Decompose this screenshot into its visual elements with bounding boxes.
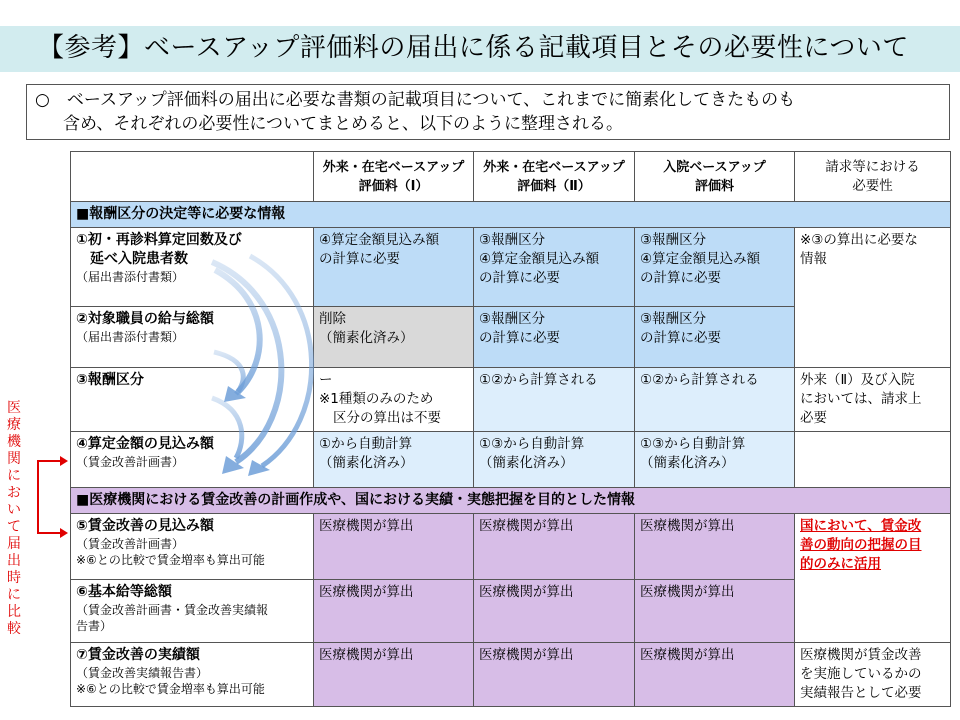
requirements-table — [70, 151, 951, 707]
row-label-5: ⑤賃金改善の見込み額 （賃金改善計画書） ※⑥との比較で賃金増率も算出可能 — [71, 514, 314, 580]
header-col-necessity: 請求等における 必要性 — [795, 152, 951, 202]
table-header-row — [71, 152, 951, 202]
row-label-7: ⑦賃金改善の実績額 （賃金改善実績報告書） ※⑥との比較で賃金増率も算出可能 — [71, 643, 314, 707]
page-title: 【参考】ベースアップ評価料の届出に係る記載項目とその必要性について — [38, 33, 909, 63]
cell-r7-c1: 医療機関が算出 — [314, 643, 474, 707]
row-label-3: ③報酬区分 — [71, 368, 314, 432]
cell-r6-c2: 医療機関が算出 — [474, 580, 635, 643]
intro-box — [26, 84, 950, 140]
header-col-outpatient-1: 外来・在宅ベースアップ 評価料（Ⅰ） — [314, 152, 474, 202]
intro-line-2: 含め、それぞれの必要性についてまとめると、以下のように整理される。 — [63, 114, 623, 134]
cell-r4-c2: ①③から自動計算 （簡素化済み） — [474, 432, 635, 488]
cell-r7-c3: 医療機関が算出 — [635, 643, 795, 707]
cell-r1-c2: ③報酬区分 ④算定金額見込み額 の計算に必要 — [474, 228, 635, 307]
cell-r1-c3: ③報酬区分 ④算定金額見込み額 の計算に必要 — [635, 228, 795, 307]
cell-r4-c3: ①③から自動計算 （簡素化済み） — [635, 432, 795, 488]
cell-r6-c3: 医療機関が算出 — [635, 580, 795, 643]
cell-r5-c3: 医療機関が算出 — [635, 514, 795, 580]
row-label-1: ①初・再診料算定回数及び 延べ入院患者数 （届出書添付書類） — [71, 228, 314, 307]
section-header-2: ■医療機関における賃金改善の計画作成や、国における実績・実態把握を目的とした情報 — [71, 488, 951, 514]
cell-r5-c4: 国において、賃金改 善の動向の把握の目 的のみに活用 — [795, 514, 951, 643]
cell-r4-c1: ①から自動計算 （簡素化済み） — [314, 432, 474, 488]
cell-r2-c2: ③報酬区分 の計算に必要 — [474, 307, 635, 368]
table-row — [71, 643, 951, 707]
cell-r2-c3: ③報酬区分 の計算に必要 — [635, 307, 795, 368]
section-header-1: ■報酬区分の決定等に必要な情報 — [71, 202, 951, 228]
table-row — [71, 514, 951, 580]
side-label: 医療機関において届出時に比較 — [7, 400, 21, 637]
row-label-4: ④算定金額の見込み額 （賃金改善計画書） — [71, 432, 314, 488]
table-row — [71, 228, 951, 307]
cell-r3-c1: ー ※1種類のみのため 区分の算出は不要 — [314, 368, 474, 432]
intro-line-1: ○ ベースアップ評価料の届出に必要な書類の記載項目について、これまでに簡素化してきたものも — [35, 90, 796, 110]
cell-r5-c1: 医療機関が算出 — [314, 514, 474, 580]
header-corner — [71, 152, 314, 202]
comparison-bracket-icon — [0, 0, 70, 720]
row-label-2: ②対象職員の給与総額 （届出書添付書類） — [71, 307, 314, 368]
cell-r3-c2: ①②から計算される — [474, 368, 635, 432]
cell-r5-c2: 医療機関が算出 — [474, 514, 635, 580]
header-col-outpatient-2: 外来・在宅ベースアップ 評価料（Ⅱ） — [474, 152, 635, 202]
cell-r6-c1: 医療機関が算出 — [314, 580, 474, 643]
cell-r2-c1: 削除 （簡素化済み） — [314, 307, 474, 368]
cell-r1-c4: ※③の算出に必要な 情報 — [795, 228, 951, 368]
cell-r3-c4: 外来（Ⅱ）及び入院 においては、請求上 必要 — [795, 368, 951, 432]
cell-r4-c4 — [795, 432, 951, 488]
table-row — [71, 432, 951, 488]
cell-r3-c3: ①②から計算される — [635, 368, 795, 432]
table-row — [71, 368, 951, 432]
cell-r1-c1: ④算定金額見込み額 の計算に必要 — [314, 228, 474, 307]
header-col-inpatient: 入院ベースアップ 評価料 — [635, 152, 795, 202]
cell-r7-c4: 医療機関が賃金改善 を実施しているかの 実績報告として必要 — [795, 643, 951, 707]
row-label-6: ⑥基本給等総額 （賃金改善計画書・賃金改善実績報 告書） — [71, 580, 314, 643]
cell-r7-c2: 医療機関が算出 — [474, 643, 635, 707]
